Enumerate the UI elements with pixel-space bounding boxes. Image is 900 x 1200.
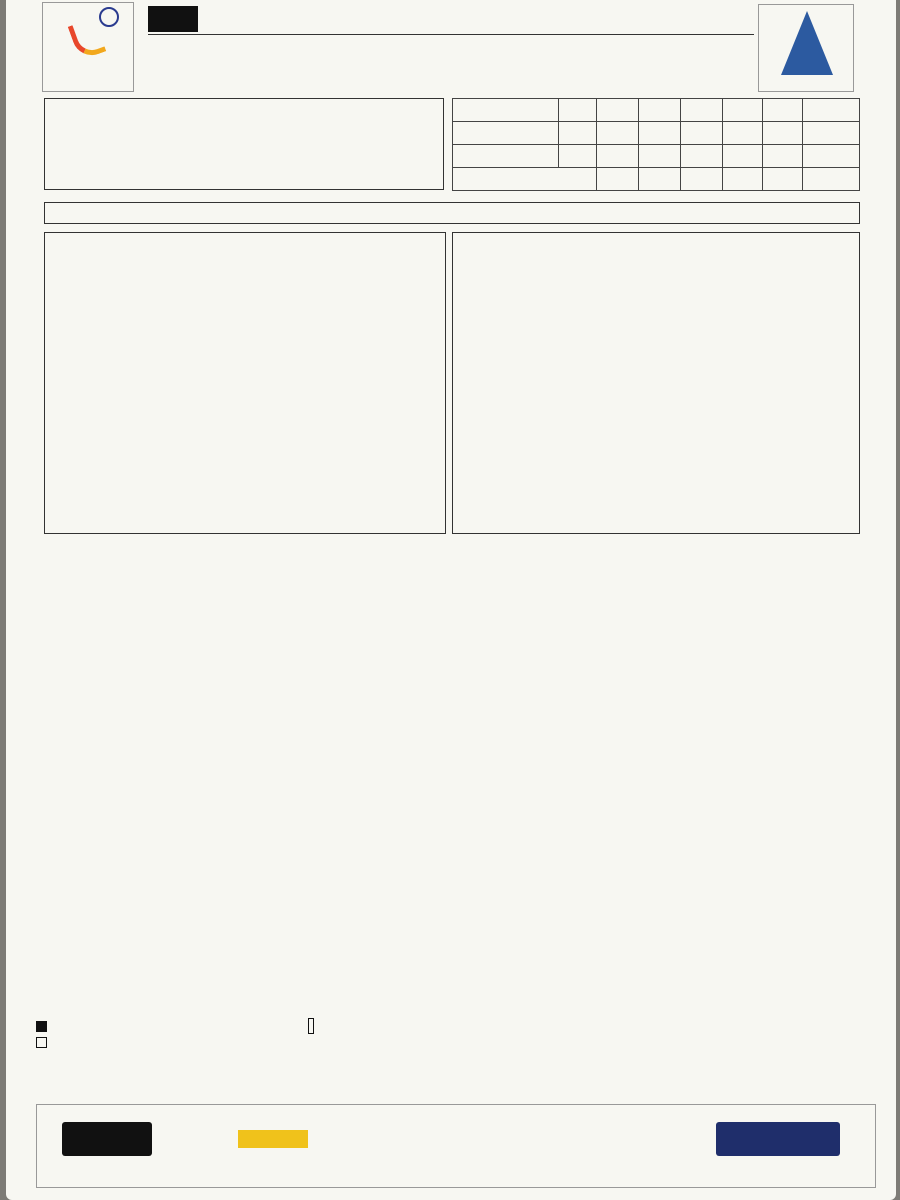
referees xyxy=(44,202,860,224)
triangle-icon xyxy=(781,11,833,75)
score-table xyxy=(452,98,860,191)
mikasa-logo xyxy=(238,1130,308,1148)
score-row-ust xyxy=(453,122,860,145)
set-duration-row xyxy=(453,168,860,191)
sports-action-logo xyxy=(62,1122,152,1156)
asics-logo xyxy=(578,1128,668,1154)
team-b-roster xyxy=(452,232,860,534)
match-info xyxy=(50,104,440,181)
pvl-sponsor-logo xyxy=(406,1114,506,1166)
player-figure-icon xyxy=(68,17,107,60)
match-result-sheet xyxy=(6,0,896,1200)
substitute-square-icon xyxy=(36,1037,47,1048)
team-a-roster xyxy=(44,232,446,534)
score-row-lpu xyxy=(453,145,860,168)
sports-vision-logo xyxy=(758,4,854,92)
volleyball-icon xyxy=(99,7,119,27)
starter-square-icon xyxy=(36,1021,47,1032)
pvl-logo xyxy=(42,2,134,92)
sports-action-hd-logo xyxy=(716,1122,840,1156)
sheet-code xyxy=(148,6,198,32)
